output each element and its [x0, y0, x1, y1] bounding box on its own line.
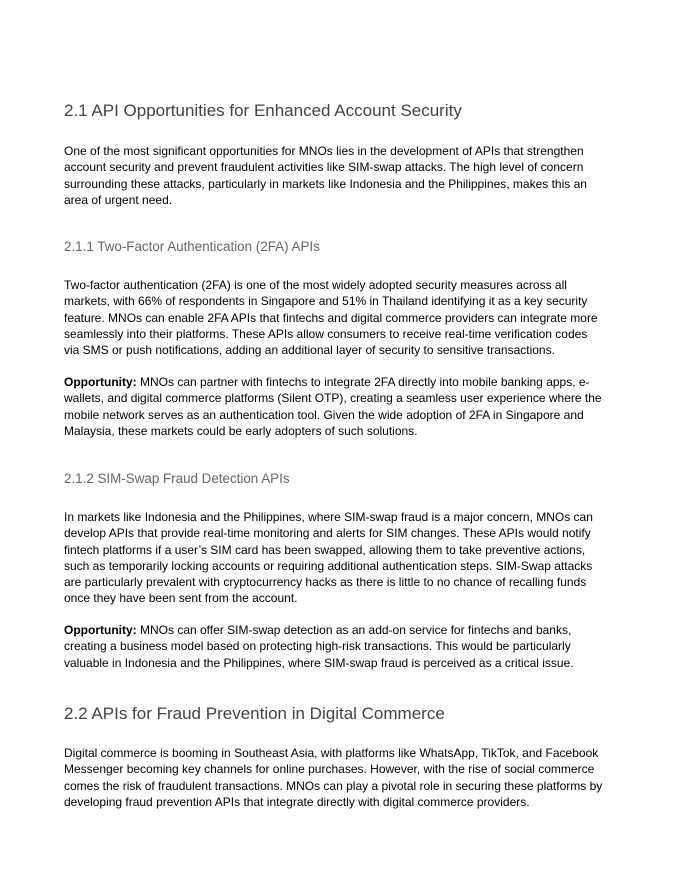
text-line: such as temporarily locking accounts or requiring additional authentication steps. SIM-Swap attacks [64, 558, 593, 573]
text-line: Two-factor authentication (2FA) is one of the most widely adopted security measures across all [64, 278, 567, 292]
text-line: One of the most significant opportunities for MNOs lies in the development of APIs that strengthen [64, 144, 584, 158]
text-line: area of urgent need. [64, 192, 173, 207]
section-2-1-1-opportunity [64, 374, 624, 439]
section-2-1-1-body [64, 277, 624, 358]
text-line: Messenger becoming key channels for online purchases. However, with the rise of social commerce [64, 762, 595, 777]
text-line: creating a business model based on protecting high-risk transactions. This would be particularly [64, 639, 571, 654]
text-line: surrounding these attacks, particularly in markets like Indonesia and the Philippines, makes this an [64, 176, 587, 191]
text-line: mobile network serves as an authentication tool. Given the wide adoption of 2FA in Singapore and [64, 407, 584, 422]
section-2-1-2-body [64, 509, 624, 607]
text-line: Malaysia, these markets could be early adopters of such solutions. [64, 423, 418, 438]
section-2-1-2-heading: 2.1.2 SIM-Swap Fraud Detection APIs [64, 471, 290, 486]
text-line: fintech platforms if a user’s SIM card has been swapped, allowing them to take preventive actions, [64, 542, 586, 557]
opportunity-text: MNOs can offer SIM-swap detection as an add-on service for fintechs and banks, [136, 623, 572, 637]
opportunity-label: Opportunity: [64, 623, 137, 637]
section-2-1-1-heading: 2.1.1 Two-Factor Authentication (2FA) APIs [64, 239, 320, 254]
section-2-1-intro [64, 143, 624, 208]
text-line: comes the risk of fraudulent transactions. MNOs can play a pivotal role in securing these platforms by [64, 778, 603, 793]
text-line: markets, with 66% of respondents in Singapore and 51% in Thailand identifying it as a key security [64, 294, 588, 309]
text-line [64, 622, 624, 638]
opportunity-text: MNOs can partner with fintechs to integrate 2FA directly into mobile banking apps, e- [136, 375, 590, 389]
text-line: once they have been sent from the account. [64, 591, 298, 606]
text-line: are particularly prevalent with cryptocurrency hacks as there is little to no chance of recalling funds [64, 575, 587, 590]
section-2-2-body [64, 745, 624, 810]
text-line: develop APIs that provide real-time monitoring and alerts for SIM changes. These APIs would notify [64, 526, 591, 541]
text-line [64, 374, 624, 390]
text-line: feature. MNOs can enable 2FA APIs that fintechs and digital commerce providers can integrate more [64, 310, 598, 325]
text-line: via SMS or push notifications, adding an additional layer of security to sensitive transactions. [64, 343, 555, 358]
section-2-1-heading: 2.1 API Opportunities for Enhanced Account Security [64, 101, 462, 120]
text-line: wallets, and digital commerce platforms (Silent OTP), creating a seamless user experience where the [64, 391, 602, 406]
text-line: developing fraud prevention APIs that integrate directly with digital commerce providers. [64, 794, 530, 809]
text-line: account security and prevent fraudulent activities like SIM-swap attacks. The high level of concern [64, 160, 584, 175]
opportunity-label: Opportunity: [64, 375, 137, 389]
text-line: In markets like Indonesia and the Philippines, where SIM-swap fraud is a major concern, MNOs can [64, 510, 593, 524]
section-2-1-2-opportunity [64, 622, 624, 671]
section-2-2-heading: 2.2 APIs for Fraud Prevention in Digital Commerce [64, 704, 445, 723]
text-line: seamlessly into their platforms. These APIs allow consumers to receive real-time verification codes [64, 326, 588, 341]
text-line: Digital commerce is booming in Southeast Asia, with platforms like WhatsApp, TikTok, and Facebook [64, 746, 599, 760]
text-line: valuable in Indonesia and the Philippines, where SIM-swap fraud is perceived as a critical issue. [64, 655, 574, 670]
